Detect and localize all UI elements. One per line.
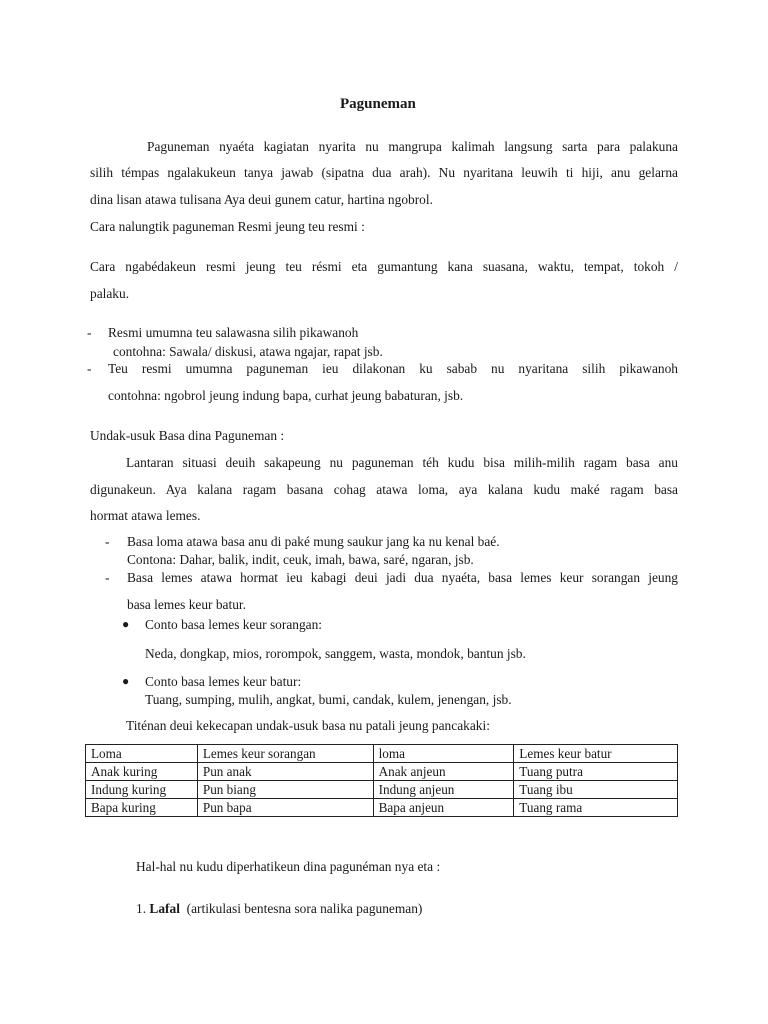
list-dash: - (87, 325, 92, 340)
hal-heading: Hal-hal nu kudu diperhatikeun dina pagunéman nya eta : (136, 859, 441, 874)
table-row (86, 781, 678, 799)
item-term: Lafal (149, 901, 180, 916)
table-header-cell: Lemes keur sorangan (197, 745, 373, 763)
undak-heading: Undak-usuk Basa dina Paguneman : (90, 428, 285, 443)
undak-text-line-2: digunakeun. Aya kalana ragam basana cohag atawa loma, aya kalana kudu maké ragam basa (90, 482, 678, 497)
cara-text-line-2: palaku. (90, 286, 130, 301)
table-caption: Titénan deui kekecapan undak-usuk basa nu patali jeung pancakaki: (126, 718, 490, 733)
teu-resmi-item-text: Teu resmi umumna paguneman ieu dilakonan ku sabab nu nyaritana silih pikawanoh (108, 361, 678, 376)
basa-loma-example: Contona: Dahar, balik, indit, ceuk, imah, bawa, saré, ngaran, jsb. (127, 552, 474, 567)
item-number: 1. (136, 901, 147, 916)
table-cell: Pun biang (197, 781, 373, 799)
cara-heading: Cara nalungtik paguneman Resmi jeung teu resmi : (90, 219, 365, 234)
intro-line-2: silih témpas ngalakukeun tanya jawab (sipatna dua arah). Nu nyaritana leuwih ti hiji, anu gelarna (90, 165, 678, 180)
table-cell: Bapa kuring (86, 799, 198, 817)
bullet-icon: ● (122, 617, 130, 631)
table-row (86, 763, 678, 781)
table-cell: Tuang putra (514, 763, 678, 781)
table-cell: Bapa anjeun (373, 799, 514, 817)
table-cell: Pun bapa (197, 799, 373, 817)
table-cell: Pun anak (197, 763, 373, 781)
undak-text-line-3: hormat atawa lemes. (90, 508, 201, 523)
basa-loma-text: Basa loma atawa basa anu di paké mung saukur jang ka nu kenal baé. (127, 534, 500, 549)
basa-lemes-text-cont: basa lemes keur batur. (127, 597, 246, 612)
list-dash: - (87, 361, 92, 376)
bullet-icon: ● (122, 674, 130, 688)
intro-line-1: Paguneman nyaéta kagiatan nyarita nu mangrupa kalimah langsung sarta para palakuna (147, 139, 678, 154)
table-cell: Anak anjeun (373, 763, 514, 781)
table-header-cell: loma (373, 745, 514, 763)
intro-line-3: dina lisan atawa tulisana Aya deui gunem catur, hartina ngobrol. (90, 192, 433, 207)
table-row (86, 799, 678, 817)
resmi-item-text: Resmi umumna teu salawasna silih pikawanoh (108, 325, 359, 340)
undak-text-line-1: Lantaran situasi deuih sakapeung nu paguneman téh kudu bisa milih-milih ragam basa anu (126, 455, 678, 470)
table-cell: Tuang ibu (514, 781, 678, 799)
list-dash: - (105, 570, 110, 585)
cara-text-line-1: Cara ngabédakeun resmi jeung teu résmi eta gumantung kana suasana, waktu, tempat, tokoh / (90, 259, 678, 274)
basa-lemes-text: Basa lemes atawa hormat ieu kabagi deui jadi dua nyaéta, basa lemes keur sorangan jeung (127, 570, 678, 585)
resmi-item-example: contohna: Sawala/ diskusi, atawa ngajar, rapat jsb. (113, 344, 383, 359)
numbered-item (136, 901, 422, 917)
item-description: (artikulasi bentesna sora nalika paguneman) (186, 901, 423, 916)
conto-sorangan-label: Conto basa lemes keur sorangan: (145, 617, 323, 632)
teu-resmi-item-example: contohna: ngobrol jeung indung bapa, curhat jeung babaturan, jsb. (108, 388, 464, 403)
table-header-cell: Lemes keur batur (514, 745, 678, 763)
table-header-row (86, 745, 678, 763)
vocab-table (85, 744, 678, 817)
table-cell: Tuang rama (514, 799, 678, 817)
conto-batur-example: Tuang, sumping, mulih, angkat, bumi, candak, kulem, jenengan, jsb. (145, 692, 512, 707)
table-cell: Indung kuring (86, 781, 198, 799)
table-header-cell: Loma (86, 745, 198, 763)
table-cell: Anak kuring (86, 763, 198, 781)
page-title: Paguneman (340, 96, 416, 112)
conto-batur-label: Conto basa lemes keur batur: (145, 674, 302, 689)
list-dash: - (105, 534, 110, 549)
table-cell: Indung anjeun (373, 781, 514, 799)
conto-sorangan-example: Neda, dongkap, mios, rorompok, sanggem, wasta, mondok, bantun jsb. (145, 646, 526, 661)
